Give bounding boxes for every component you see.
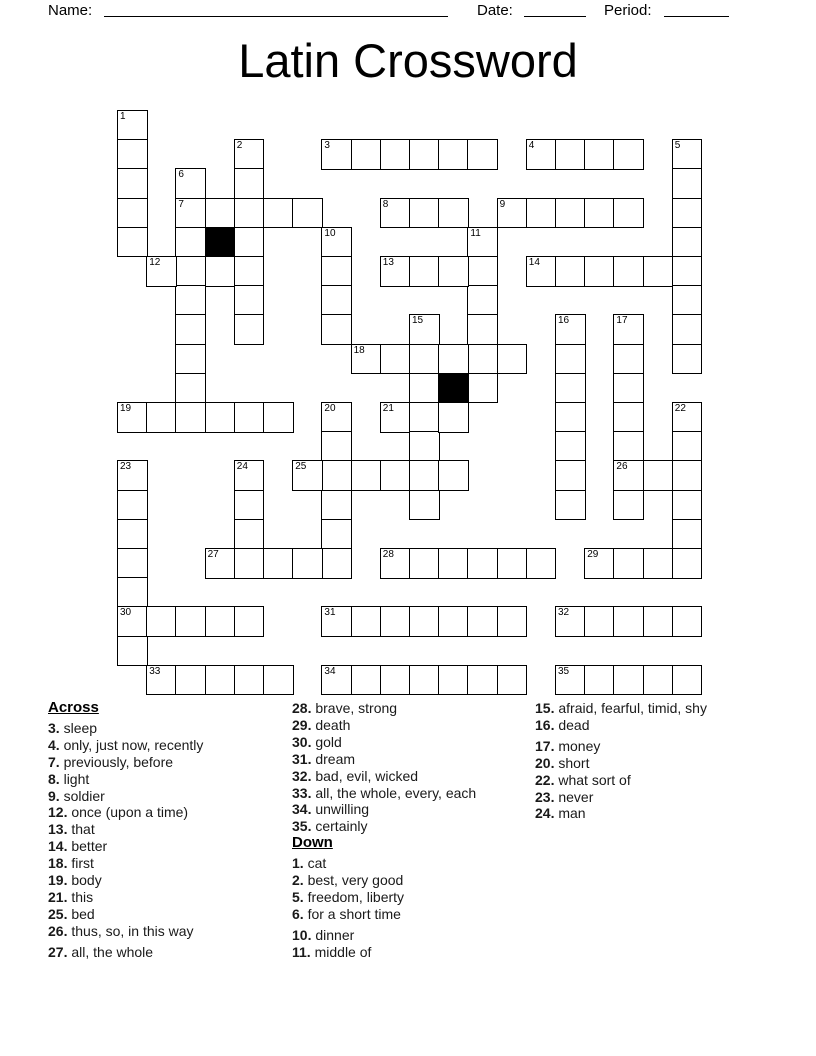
grid-cell[interactable] [409,606,440,637]
clue-number: 24. [535,805,555,822]
grid-cell[interactable] [146,665,177,696]
clue-19: 19. body [48,872,102,889]
grid-cell[interactable] [409,256,440,287]
grid-cell[interactable] [467,285,498,316]
clue-5: 5. freedom, liberty [292,888,405,905]
grid-cell[interactable] [321,314,352,345]
grid-cell[interactable] [117,519,148,550]
grid-cell[interactable] [117,402,148,433]
clue-number: 9. [48,787,60,804]
grid-cell[interactable] [117,227,148,258]
clue-4: 4. only, just now, recently [48,736,204,753]
grid-cell[interactable] [555,139,586,170]
grid-cell[interactable] [526,198,557,229]
grid-cell[interactable] [555,373,586,404]
grid-cell[interactable] [555,606,586,637]
grid-cell[interactable] [175,344,206,375]
cell-number: 9 [499,198,506,210]
clue-number: 7. [48,753,60,770]
clue-number: 8. [48,770,60,787]
clue-number: 35. [292,818,312,835]
grid-cell[interactable] [351,460,382,491]
grid-cell[interactable] [438,548,469,579]
grid-cell[interactable] [467,548,498,579]
grid-cell[interactable] [321,665,352,696]
grid-cell[interactable] [526,139,557,170]
grid-cell[interactable] [117,198,148,229]
cell-number: 35 [558,665,570,677]
grid-cell[interactable] [234,548,265,579]
grid-cell[interactable] [409,139,440,170]
cell-number: 20 [324,403,336,414]
grid-cell[interactable] [438,344,469,375]
clue-23: 23. never [535,788,594,805]
grid-cell[interactable] [175,606,206,637]
grid-cell[interactable] [321,606,352,637]
grid-cell[interactable] [321,285,352,316]
cell-number: 10 [324,227,336,239]
grid-cell[interactable] [205,548,236,579]
grid-cell[interactable] [351,344,382,375]
clue-number: 21. [48,888,68,905]
grid-cell[interactable] [146,256,177,287]
clue-21: 21. this [48,888,94,905]
grid-cell[interactable] [234,490,265,521]
clue-number: 6. [292,905,304,922]
grid-cell[interactable] [234,256,265,287]
grid-cell[interactable] [497,198,528,229]
clue-number: 2. [292,872,304,889]
grid-cell[interactable] [613,606,644,637]
grid-cell[interactable] [234,227,265,258]
grid-cell[interactable] [584,665,615,696]
cell-number: 24 [236,461,248,473]
grid-cell[interactable] [234,139,265,170]
grid-cell[interactable] [555,256,586,287]
period-blank[interactable] [664,2,729,17]
grid-cell[interactable] [584,548,615,579]
grid-cell[interactable] [672,606,703,637]
grid-cell[interactable] [321,548,352,579]
down-heading: Down [292,834,333,852]
grid-cell[interactable] [205,256,236,287]
grid-cell[interactable] [117,110,148,141]
clue-number: 29. [292,716,312,733]
grid-cell[interactable] [672,665,703,696]
cell-number: 15 [412,315,424,327]
grid-cell[interactable] [117,490,148,521]
grid-cell[interactable] [380,256,411,287]
grid-cell[interactable] [321,460,352,491]
grid-cell[interactable] [234,665,265,696]
name-label: Name: [48,2,93,19]
grid-cell[interactable] [205,606,236,637]
clue-35: 35. certainly [292,818,368,835]
grid-cell[interactable] [175,168,206,199]
grid-cell[interactable] [292,198,323,229]
grid-cell[interactable] [672,285,703,316]
grid-cell[interactable] [555,431,586,462]
clue-16: 16. dead [535,716,590,733]
grid-cell[interactable] [467,314,498,345]
cell-number: 32 [558,607,570,619]
clue-26: 26. thus, so, in this way [48,922,194,939]
clue-number: 33. [292,784,312,801]
grid-cell[interactable] [438,256,469,287]
grid-cell[interactable] [321,519,352,550]
grid-cell[interactable] [672,344,703,375]
clue-32: 32. bad, evil, wicked [292,767,419,784]
clue-number: 22. [535,771,555,788]
grid-cell[interactable] [409,198,440,229]
grid-cell[interactable] [351,606,382,637]
grid-cell[interactable] [380,548,411,579]
clue-number: 31. [292,750,312,767]
cell-number: 12 [149,257,161,268]
clue-27: 27. all, the whole [48,943,154,960]
grid-cell[interactable] [146,606,177,637]
grid-cell[interactable] [613,373,644,404]
grid-cell[interactable] [613,256,644,287]
grid-cell[interactable] [175,256,206,287]
grid-cell[interactable] [555,665,586,696]
grid-cell[interactable] [613,490,644,521]
grid-cell[interactable] [643,665,674,696]
grid-cell[interactable] [321,256,352,287]
grid-cell[interactable] [672,519,703,550]
cell-number: 18 [353,344,365,356]
clue-column-1 [48,700,286,961]
clue-33: 33. all, the whole, every, each [292,784,477,801]
across-heading: Across [48,699,99,716]
grid-cell[interactable] [175,402,206,433]
grid-cell[interactable] [497,548,528,579]
cell-number: 34 [324,665,336,677]
clue-number: 15. [535,700,555,716]
grid-cell[interactable] [438,198,469,229]
date-label: Date: [477,2,513,19]
cell-number: 1 [120,111,126,122]
grid-cell[interactable] [351,665,382,696]
grid-cell[interactable] [672,198,703,229]
grid-cell[interactable] [263,402,294,433]
name-blank[interactable] [104,2,448,17]
clue-number: 23. [535,788,555,805]
cell-number: 25 [295,461,307,473]
clue-22: 22. what sort of [535,771,631,788]
grid-cell[interactable] [672,139,703,170]
grid-cell[interactable] [584,198,615,229]
grid-cell[interactable] [205,198,236,229]
clue-number: 19. [48,872,68,889]
cell-number: 22 [674,403,686,414]
grid-cell[interactable] [672,168,703,199]
cell-number: 29 [587,549,599,560]
clue-29: 29. death [292,716,351,733]
cell-number: 8 [382,198,389,210]
grid-cell[interactable] [380,139,411,170]
clue-17: 17. money [535,737,601,754]
cell-number: 26 [616,461,628,473]
grid-cell[interactable] [409,373,440,404]
clue-number: 5. [292,888,304,905]
grid-cell[interactable] [467,665,498,696]
clue-number: 1. [292,855,304,872]
grid-cell[interactable] [672,548,703,579]
clue-20: 20. short [535,754,590,771]
grid-cell[interactable] [613,314,644,345]
cell-number: 5 [674,140,681,152]
grid-cell[interactable] [409,344,440,375]
clue-number: 30. [292,733,312,750]
clue-14: 14. better [48,838,108,855]
cell-number: 33 [149,665,161,677]
clue-25: 25. bed [48,905,95,922]
clue-number: 4. [48,736,60,753]
clue-number: 11. [292,943,311,960]
grid-cell[interactable] [672,402,703,433]
clue-10: 10. dinner [292,926,355,943]
grid-cell[interactable] [467,606,498,637]
clue-6: 6. for a short time [292,905,401,922]
clue-7: 7. previously, before [48,753,174,770]
grid-cell[interactable] [205,402,236,433]
grid-cell[interactable] [351,139,382,170]
grid-cell[interactable] [438,139,469,170]
clue-number: 34. [292,801,312,818]
grid-cell[interactable] [643,606,674,637]
clue-28: 28. brave, strong [292,700,398,716]
grid-cell[interactable] [380,606,411,637]
cell-number: 28 [382,549,394,560]
grid-cell[interactable] [234,519,265,550]
grid-cell[interactable] [234,402,265,433]
grid-cell[interactable] [175,198,206,229]
grid-cell[interactable] [234,460,265,491]
grid-cell[interactable] [205,665,236,696]
grid-cell[interactable] [526,256,557,287]
cell-number: 31 [324,607,336,619]
grid-cell[interactable] [672,460,703,491]
grid-cell[interactable] [380,344,411,375]
grid-cell[interactable] [292,548,323,579]
grid-cell[interactable] [555,490,586,521]
grid-cell[interactable] [175,314,206,345]
clue-13: 13. that [48,821,95,838]
cell-number: 11 [470,227,481,239]
grid-cell[interactable] [555,314,586,345]
grid-cell[interactable] [497,665,528,696]
grid-cell[interactable] [672,490,703,521]
clue-8: 8. light [48,770,90,787]
grid-cell[interactable] [234,168,265,199]
clue-30: 30. gold [292,733,342,750]
grid-cell[interactable] [263,548,294,579]
grid-cell[interactable] [613,402,644,433]
clue-number: 16. [535,716,555,733]
grid-cell[interactable] [117,606,148,637]
grid-cell[interactable] [175,285,206,316]
grid-cell[interactable] [380,198,411,229]
grid-cell[interactable] [467,227,498,258]
grid-cell[interactable] [672,227,703,258]
grid-cell[interactable] [234,285,265,316]
grid-cell[interactable] [555,402,586,433]
clue-number: 26. [48,922,68,939]
grid-cell[interactable] [555,460,586,491]
clue-11: 11. middle of [292,943,372,960]
cell-number: 30 [120,607,132,619]
grid-cell[interactable] [555,198,586,229]
cell-number: 14 [528,257,540,268]
clue-number: 20. [535,754,555,771]
clue-31: 31. dream [292,750,356,767]
clue-number: 28. [292,700,312,716]
grid-cell[interactable] [321,431,352,462]
cell-number: 17 [616,315,628,327]
grid-cell[interactable] [643,460,674,491]
cell-number: 23 [120,461,132,473]
clue-number: 13. [48,821,68,838]
grid-cell[interactable] [438,665,469,696]
clue-1: 1. cat [292,855,327,872]
grid-cell[interactable] [467,256,498,287]
clue-number: 10. [292,926,312,943]
cell-number: 4 [528,140,535,152]
cell-number: 2 [236,140,243,152]
clue-number: 18. [48,855,68,872]
cell-number: 21 [382,403,394,414]
grid-cell[interactable] [672,314,703,345]
grid-cell[interactable] [672,256,703,287]
grid-cell[interactable] [467,344,498,375]
clue-12: 12. once (upon a time) [48,804,189,821]
grid-cell[interactable] [438,402,469,433]
cell-number: 13 [382,257,394,268]
period-label: Period: [604,2,652,19]
clue-15: 15. afraid, fearful, timid, shy [535,700,707,716]
clue-number: 12. [48,804,68,821]
clue-number: 27. [48,943,68,960]
grid-cell[interactable] [467,139,498,170]
grid-cell[interactable] [321,139,352,170]
grid-cell-black [205,227,236,258]
grid-cell[interactable] [175,665,206,696]
cell-number: 6 [178,169,184,181]
cell-number: 7 [178,198,184,210]
clue-number: 32. [292,767,312,784]
grid-cell[interactable] [409,460,440,491]
grid-cell[interactable] [234,314,265,345]
grid-cell[interactable] [672,431,703,462]
cell-number: 16 [558,315,570,327]
grid-cell[interactable] [613,665,644,696]
grid-cell-black [438,373,469,404]
grid-cell[interactable] [175,227,206,258]
cell-number: 27 [207,549,219,560]
grid-cell[interactable] [643,256,674,287]
grid-cell[interactable] [643,548,674,579]
grid-cell[interactable] [117,168,148,199]
grid-cell[interactable] [263,198,294,229]
grid-cell[interactable] [409,431,440,462]
grid-cell[interactable] [467,373,498,404]
grid-cell[interactable] [321,227,352,258]
grid-cell[interactable] [613,460,644,491]
clue-24: 24. man [535,805,586,822]
clue-9: 9. soldier [48,787,105,804]
grid-cell[interactable] [584,139,615,170]
clue-3: 3. sleep [48,719,98,736]
grid-cell[interactable] [438,606,469,637]
grid-cell[interactable] [117,636,148,667]
grid-cell[interactable] [321,490,352,521]
grid-cell[interactable] [146,402,177,433]
grid-cell[interactable] [409,548,440,579]
grid-cell[interactable] [263,665,294,696]
grid-cell[interactable] [380,665,411,696]
grid-cell[interactable] [292,460,323,491]
clue-column-3 [535,700,795,822]
grid-cell[interactable] [555,344,586,375]
grid-cell[interactable] [613,344,644,375]
cell-number: 3 [324,140,330,152]
date-blank[interactable] [524,2,586,17]
clue-number: 25. [48,905,68,922]
grid-cell[interactable] [117,548,148,579]
grid-cell[interactable] [117,460,148,491]
grid-cell[interactable] [409,665,440,696]
grid-cell[interactable] [584,256,615,287]
grid-cell[interactable] [497,606,528,637]
grid-cell[interactable] [526,548,557,579]
grid-cell[interactable] [321,402,352,433]
grid-cell[interactable] [584,606,615,637]
grid-cell[interactable] [497,344,528,375]
grid-cell[interactable] [234,606,265,637]
clue-number: 14. [48,838,68,855]
grid-cell[interactable] [613,139,644,170]
grid-cell[interactable] [175,373,206,404]
grid-cell[interactable] [409,490,440,521]
clue-number: 3. [48,719,60,736]
grid-cell[interactable] [613,431,644,462]
cell-number: 19 [120,403,132,414]
clue-2: 2. best, very good [292,872,404,889]
grid-cell[interactable] [409,402,440,433]
grid-cell[interactable] [234,198,265,229]
grid-cell[interactable] [117,139,148,170]
grid-cell[interactable] [380,460,411,491]
grid-cell[interactable] [117,577,148,608]
crossword-grid [117,110,705,698]
grid-cell[interactable] [380,402,411,433]
clue-number: 17. [535,737,555,754]
grid-cell[interactable] [613,548,644,579]
page-title: Latin Crossword [238,34,578,87]
clue-column-2 [292,700,530,961]
grid-cell[interactable] [438,460,469,491]
clue-18: 18. first [48,855,94,872]
grid-cell[interactable] [409,314,440,345]
grid-cell[interactable] [613,198,644,229]
clue-34: 34. unwilling [292,801,370,818]
